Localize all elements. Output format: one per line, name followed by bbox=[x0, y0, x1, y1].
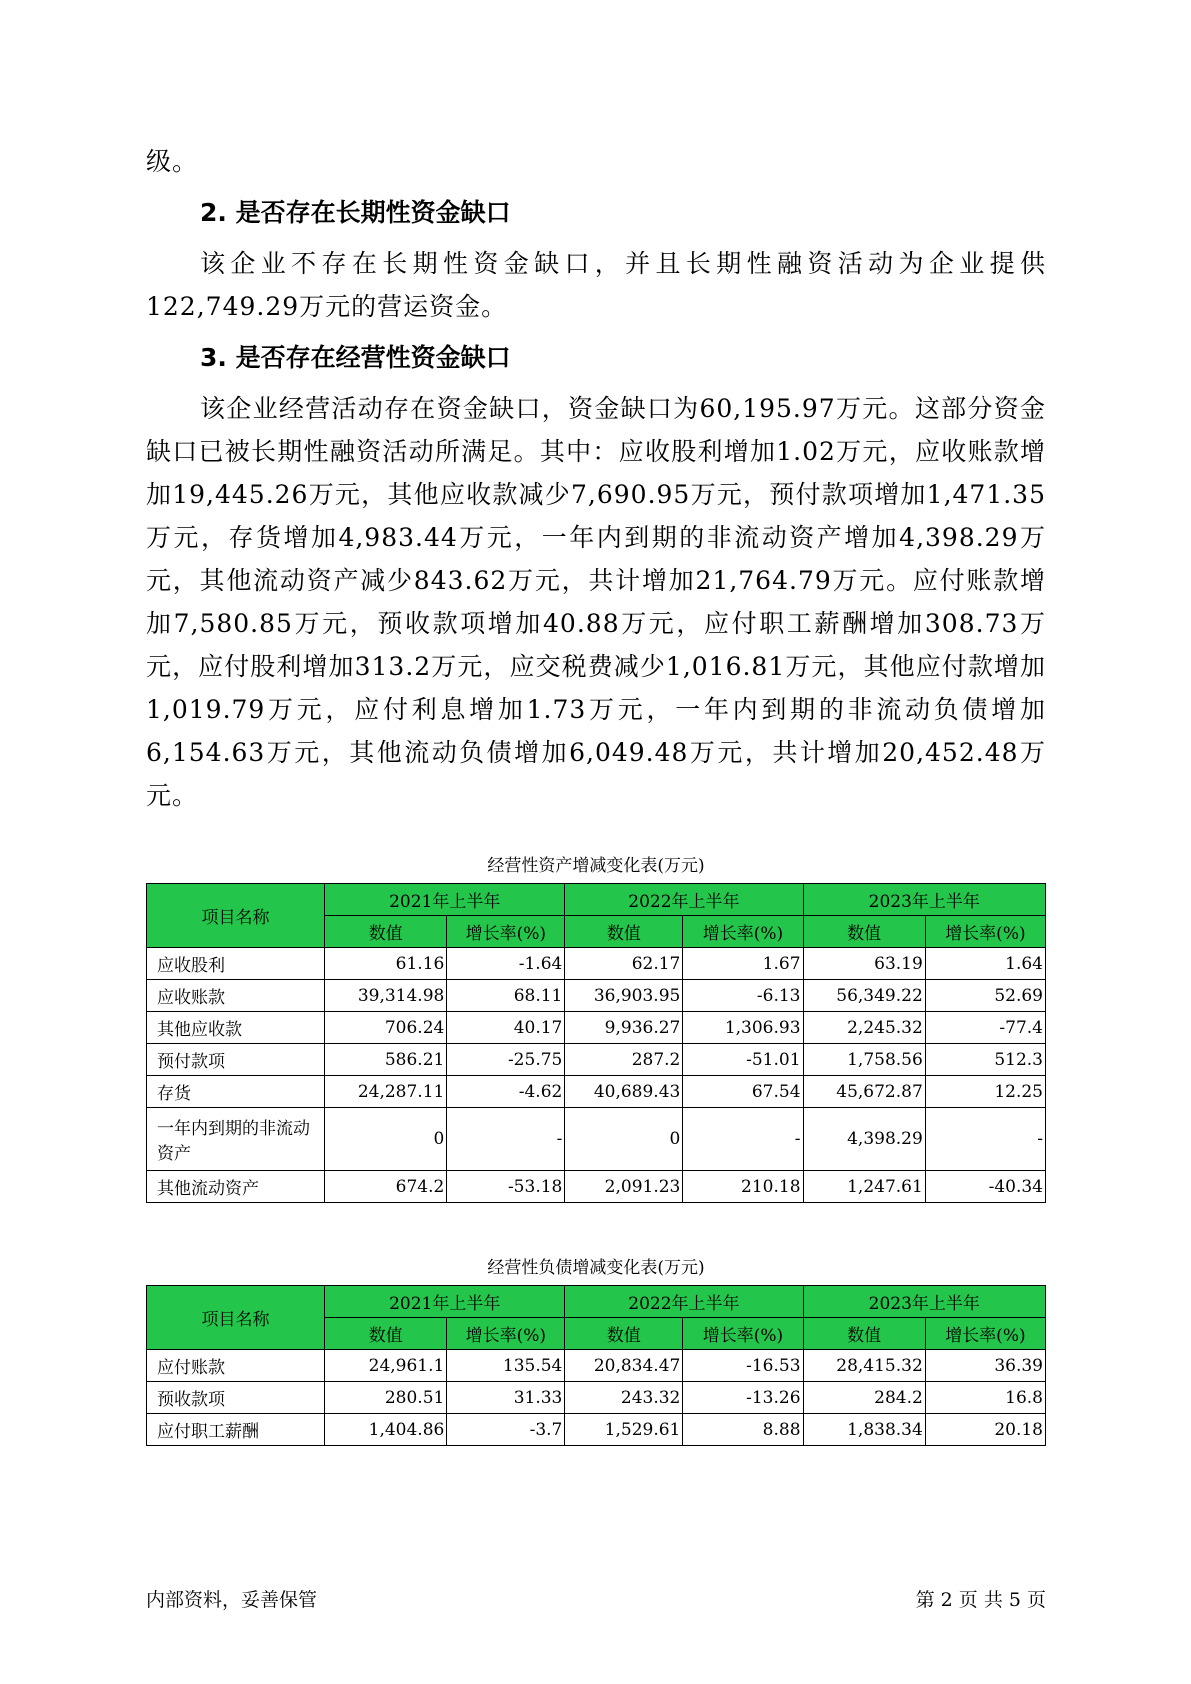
header-period: 2023年上半年 bbox=[803, 1286, 1045, 1318]
growth-cell: - bbox=[925, 1108, 1045, 1171]
value-cell: 24,961.1 bbox=[325, 1350, 447, 1382]
paragraph-long-term-gap: 该企业不存在长期性资金缺口，并且长期性融资活动为企业提供122,749.29万元的营运资金。 bbox=[146, 249, 1046, 321]
growth-cell: 512.3 bbox=[925, 1044, 1045, 1076]
value-cell: 62.17 bbox=[565, 948, 683, 980]
growth-cell: - bbox=[683, 1108, 803, 1171]
row-label: 预收款项 bbox=[147, 1382, 325, 1414]
growth-cell: 52.69 bbox=[925, 980, 1045, 1012]
value-cell: 39,314.98 bbox=[325, 980, 447, 1012]
table-row bbox=[147, 948, 1046, 980]
value-cell: 45,672.87 bbox=[803, 1076, 925, 1108]
growth-cell: 135.54 bbox=[447, 1350, 565, 1382]
growth-cell: 68.11 bbox=[447, 980, 565, 1012]
growth-cell: -51.01 bbox=[683, 1044, 803, 1076]
growth-cell: -40.34 bbox=[925, 1171, 1045, 1203]
growth-cell: - bbox=[447, 1108, 565, 1171]
row-label: 应收账款 bbox=[147, 980, 325, 1012]
growth-cell: -25.75 bbox=[447, 1044, 565, 1076]
table-caption-liabilities: 经营性负债增减变化表(万元) bbox=[487, 1258, 705, 1278]
value-cell: 56,349.22 bbox=[803, 980, 925, 1012]
growth-cell: 16.8 bbox=[925, 1382, 1045, 1414]
value-cell: 280.51 bbox=[325, 1382, 447, 1414]
value-cell: 1,404.86 bbox=[325, 1414, 447, 1446]
document-content bbox=[146, 140, 1046, 1446]
growth-cell: -1.64 bbox=[447, 948, 565, 980]
value-cell: 2,245.32 bbox=[803, 1012, 925, 1044]
growth-cell: 36.39 bbox=[925, 1350, 1045, 1382]
value-cell: 9,936.27 bbox=[565, 1012, 683, 1044]
table-row bbox=[147, 1108, 1046, 1171]
row-label: 其他应收款 bbox=[147, 1012, 325, 1044]
table-row bbox=[147, 1414, 1046, 1446]
growth-cell: -4.62 bbox=[447, 1076, 565, 1108]
table-row bbox=[147, 1171, 1046, 1203]
table-row bbox=[147, 980, 1046, 1012]
value-cell: 4,398.29 bbox=[803, 1108, 925, 1171]
header-growth: 增长率(%) bbox=[447, 1318, 565, 1350]
footer-confidential-note: 内部资料，妥善保管 bbox=[146, 1589, 318, 1611]
growth-cell: -6.13 bbox=[683, 980, 803, 1012]
header-growth: 增长率(%) bbox=[683, 1318, 803, 1350]
value-cell: 2,091.23 bbox=[565, 1171, 683, 1203]
row-label: 一年内到期的非流动资产 bbox=[147, 1108, 325, 1171]
growth-cell: -16.53 bbox=[683, 1350, 803, 1382]
growth-cell: -3.7 bbox=[447, 1414, 565, 1446]
value-cell: 1,758.56 bbox=[803, 1044, 925, 1076]
header-value: 数值 bbox=[565, 916, 683, 948]
value-cell: 674.2 bbox=[325, 1171, 447, 1203]
table-row bbox=[147, 1044, 1046, 1076]
header-item-name: 项目名称 bbox=[147, 1286, 325, 1350]
header-period: 2022年上半年 bbox=[565, 884, 803, 916]
header-growth: 增长率(%) bbox=[683, 916, 803, 948]
value-cell: 586.21 bbox=[325, 1044, 447, 1076]
operating-liabilities-table bbox=[146, 1285, 1046, 1446]
paragraph-continuation: 级。 bbox=[146, 147, 199, 176]
value-cell: 20,834.47 bbox=[565, 1350, 683, 1382]
row-label: 应收股利 bbox=[147, 948, 325, 980]
section-heading-3: 3. 是否存在经营性资金缺口 bbox=[200, 343, 511, 372]
footer-page-number: 第 2 页 共 5 页 bbox=[915, 1589, 1046, 1611]
header-value: 数值 bbox=[803, 916, 925, 948]
value-cell: 243.32 bbox=[565, 1382, 683, 1414]
value-cell: 0 bbox=[565, 1108, 683, 1171]
header-growth: 增长率(%) bbox=[447, 916, 565, 948]
value-cell: 36,903.95 bbox=[565, 980, 683, 1012]
growth-cell: 67.54 bbox=[683, 1076, 803, 1108]
header-value: 数值 bbox=[565, 1318, 683, 1350]
growth-cell: 210.18 bbox=[683, 1171, 803, 1203]
header-value: 数值 bbox=[325, 916, 447, 948]
row-label: 存货 bbox=[147, 1076, 325, 1108]
table-row bbox=[147, 1076, 1046, 1108]
header-period: 2023年上半年 bbox=[803, 884, 1045, 916]
value-cell: 1,247.61 bbox=[803, 1171, 925, 1203]
value-cell: 284.2 bbox=[803, 1382, 925, 1414]
growth-cell: 1.64 bbox=[925, 948, 1045, 980]
table-row bbox=[147, 1012, 1046, 1044]
row-label: 预付款项 bbox=[147, 1044, 325, 1076]
header-period: 2022年上半年 bbox=[565, 1286, 803, 1318]
value-cell: 1,529.61 bbox=[565, 1414, 683, 1446]
paragraph-operating-gap: 该企业经营活动存在资金缺口，资金缺口为60,195.97万元。这部分资金缺口已被长期性融资活动所满足。其中：应收股利增加1.02万元，应收账款增加19,445.26万元，其他应收款减少7,690.95万元，预付款项增加1,471.35万元，存货增加4,983.44万元，一年内到期的非流动资产增加4,398.29万元，其他流动资产减少843.62万元，共计增加21,764.79万元。应付账款增加7,580.85万元，预收款项增加40.88万元，应付职工薪酬增加308.73万元，应付股利增加313.2万元，应交税费减少1,016.81万元，其他应付款增加1,019.79万元，应付利息增加1.73万元，一年内到期的非流动负债增加6,154.63万元，其他流动负债增加6,049.48万元，共计增加20,452.48万元。 bbox=[146, 394, 1046, 810]
header-item-name: 项目名称 bbox=[147, 884, 325, 948]
value-cell: 0 bbox=[325, 1108, 447, 1171]
header-period: 2021年上半年 bbox=[325, 1286, 565, 1318]
value-cell: 287.2 bbox=[565, 1044, 683, 1076]
growth-cell: 31.33 bbox=[447, 1382, 565, 1414]
header-value: 数值 bbox=[325, 1318, 447, 1350]
growth-cell: -13.26 bbox=[683, 1382, 803, 1414]
growth-cell: 8.88 bbox=[683, 1414, 803, 1446]
value-cell: 24,287.11 bbox=[325, 1076, 447, 1108]
header-growth: 增长率(%) bbox=[925, 1318, 1045, 1350]
table-caption-assets: 经营性资产增减变化表(万元) bbox=[487, 856, 705, 876]
table-row bbox=[147, 1350, 1046, 1382]
value-cell: 1,838.34 bbox=[803, 1414, 925, 1446]
growth-cell: 20.18 bbox=[925, 1414, 1045, 1446]
table-row bbox=[147, 1382, 1046, 1414]
row-label: 应付职工薪酬 bbox=[147, 1414, 325, 1446]
header-period: 2021年上半年 bbox=[325, 884, 565, 916]
value-cell: 40,689.43 bbox=[565, 1076, 683, 1108]
value-cell: 61.16 bbox=[325, 948, 447, 980]
growth-cell: -53.18 bbox=[447, 1171, 565, 1203]
header-growth: 增长率(%) bbox=[925, 916, 1045, 948]
operating-assets-table bbox=[146, 883, 1046, 1203]
row-label: 应付账款 bbox=[147, 1350, 325, 1382]
header-value: 数值 bbox=[803, 1318, 925, 1350]
section-heading-2: 2. 是否存在长期性资金缺口 bbox=[200, 198, 511, 227]
value-cell: 706.24 bbox=[325, 1012, 447, 1044]
page-footer bbox=[146, 1585, 1046, 1612]
value-cell: 28,415.32 bbox=[803, 1350, 925, 1382]
growth-cell: 40.17 bbox=[447, 1012, 565, 1044]
growth-cell: 12.25 bbox=[925, 1076, 1045, 1108]
growth-cell: -77.4 bbox=[925, 1012, 1045, 1044]
row-label: 其他流动资产 bbox=[147, 1171, 325, 1203]
value-cell: 63.19 bbox=[803, 948, 925, 980]
growth-cell: 1,306.93 bbox=[683, 1012, 803, 1044]
growth-cell: 1.67 bbox=[683, 948, 803, 980]
